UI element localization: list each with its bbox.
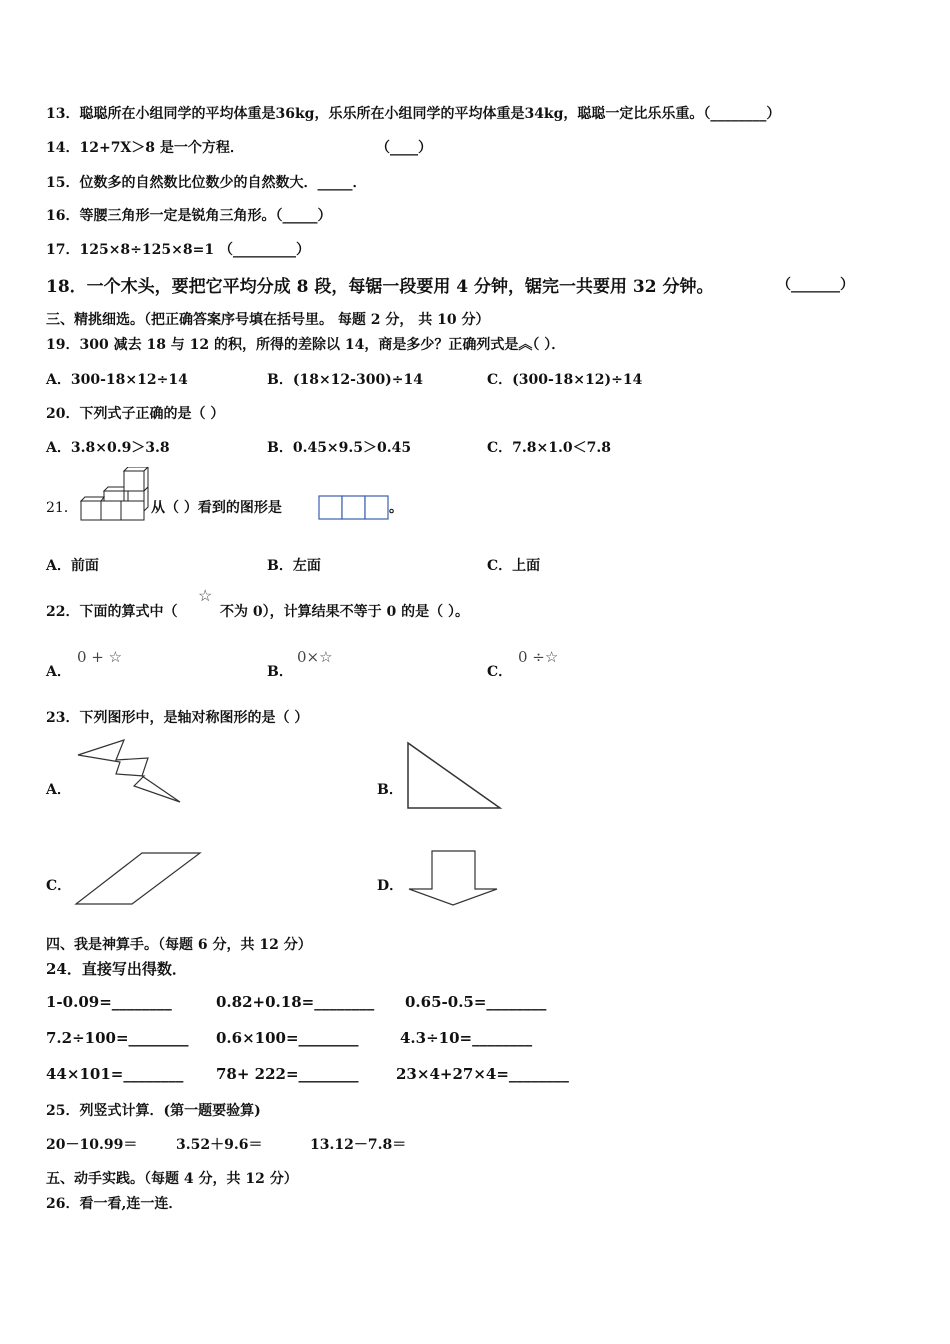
q24-row3-item3[interactable]: 23×4+27×4=________ bbox=[396, 1065, 569, 1083]
question-21-option-c[interactable]: C．上面 bbox=[487, 558, 541, 574]
q24-row2-item3[interactable]: 4.3÷10=________ bbox=[400, 1029, 533, 1047]
section-4-heading: 四、我是神算手。（每题 6 分，共 12 分） bbox=[46, 937, 312, 953]
question-21-text: 从（ ）看到的图形是 bbox=[151, 500, 282, 516]
question-22-option-c-label[interactable]: C． bbox=[487, 664, 513, 680]
three-squares-figure bbox=[318, 495, 390, 521]
question-24: 24．直接写出得数． bbox=[46, 960, 187, 978]
star-icon: ☆ bbox=[198, 586, 213, 605]
question-19-option-b[interactable]: B．(18×12-300)÷14 bbox=[267, 372, 424, 388]
question-20-option-b[interactable]: B．0.45×9.5＞0.45 bbox=[267, 440, 412, 456]
question-17: 17．125×8÷125×8=1 （_________） bbox=[46, 242, 310, 258]
question-23-option-b[interactable]: B． bbox=[377, 782, 403, 798]
question-23: 23．下列图形中，是轴对称图形的是（ ） bbox=[46, 710, 309, 726]
question-22-option-a-expression: 0 + ☆ bbox=[77, 648, 123, 666]
question-19-option-c[interactable]: C．(300-18×12)÷14 bbox=[487, 372, 643, 388]
question-23-option-a[interactable]: A． bbox=[46, 782, 71, 798]
right-triangle-shape bbox=[404, 740, 504, 812]
q24-row3-item1[interactable]: 44×101=________ bbox=[46, 1065, 184, 1083]
q24-row1-item1[interactable]: 1-0.09=________ bbox=[46, 993, 172, 1011]
question-21-end: 。 bbox=[389, 500, 403, 516]
question-23-option-d[interactable]: D． bbox=[377, 878, 404, 894]
question-21-number: 21． bbox=[46, 500, 78, 516]
question-21-option-a[interactable]: A．前面 bbox=[46, 558, 99, 574]
down-arrow-shape bbox=[405, 848, 501, 908]
section-5-heading: 五、动手实践。（每题 4 分，共 12 分） bbox=[46, 1171, 298, 1187]
question-22-option-c-expression: 0 ÷☆ bbox=[518, 648, 559, 666]
cube-stack-figure bbox=[78, 467, 150, 521]
question-23-option-c[interactable]: C． bbox=[46, 878, 72, 894]
question-22-option-a-label[interactable]: A． bbox=[46, 664, 71, 680]
question-26: 26．看一看,连一连． bbox=[46, 1196, 183, 1212]
question-19: 19．300 减去 18 与 12 的积，所得的差除以 14，商是多少？正确列式是︽（ ）． bbox=[46, 337, 566, 353]
question-18-answer-blank[interactable]: （_______） bbox=[777, 277, 854, 293]
q24-row1-item2[interactable]: 0.82+0.18=________ bbox=[216, 993, 375, 1011]
question-20-option-a[interactable]: A．3.8×0.9＞3.8 bbox=[46, 440, 170, 456]
question-18: 18．一个木头，要把它平均分成 8 段，每锯一段要用 4 分钟，锯完一共要用 32 分钟。 bbox=[46, 277, 714, 297]
q25-item2[interactable]: 3.52＋9.6＝ bbox=[176, 1137, 263, 1153]
question-13: 13．聪聪所在小组同学的平均体重是36kg，乐乐所在小组同学的平均体重是34kg，聪聪一定比乐乐重。（________） bbox=[46, 106, 781, 122]
q24-row2-item1[interactable]: 7.2÷100=________ bbox=[46, 1029, 189, 1047]
question-25: 25．列竖式计算．(第一题要验算) bbox=[46, 1103, 261, 1119]
question-19-option-a[interactable]: A．300-18×12÷14 bbox=[46, 372, 188, 388]
q25-item3[interactable]: 13.12－7.8＝ bbox=[310, 1137, 407, 1153]
question-20-option-c[interactable]: C．7.8×1.0＜7.8 bbox=[487, 440, 611, 456]
question-15: 15．位数多的自然数比位数少的自然数大．_____． bbox=[46, 175, 367, 191]
question-14-answer-blank[interactable]: （____） bbox=[376, 140, 432, 156]
q24-row3-item2[interactable]: 78+ 222=________ bbox=[216, 1065, 359, 1083]
section-3-heading: 三、精挑细选。（把正确答案序号填在括号里。 每题 2 分， 共 10 分） bbox=[46, 312, 490, 328]
question-22-option-b-expression: 0×☆ bbox=[297, 648, 333, 666]
question-14: 14．12+7X＞8 是一个方程． bbox=[46, 140, 244, 156]
question-16: 16．等腰三角形一定是锐角三角形。（_____） bbox=[46, 208, 332, 224]
question-22-part-1: 22．下面的算式中（ bbox=[46, 604, 178, 620]
q24-row1-item3[interactable]: 0.65-0.5=________ bbox=[405, 993, 547, 1011]
question-20: 20．下列式子正确的是（ ） bbox=[46, 406, 225, 422]
q24-row2-item2[interactable]: 0.6×100=________ bbox=[216, 1029, 359, 1047]
question-21-option-b[interactable]: B．左面 bbox=[267, 558, 321, 574]
q25-item1[interactable]: 20－10.99＝ bbox=[46, 1137, 138, 1153]
lightning-bolt-shape bbox=[76, 738, 186, 808]
parallelogram-shape bbox=[72, 850, 204, 908]
question-22-option-b-label[interactable]: B． bbox=[267, 664, 293, 680]
question-22-part-2: 不为 0），计算结果不等于 0 的是（ ）。 bbox=[220, 604, 469, 620]
